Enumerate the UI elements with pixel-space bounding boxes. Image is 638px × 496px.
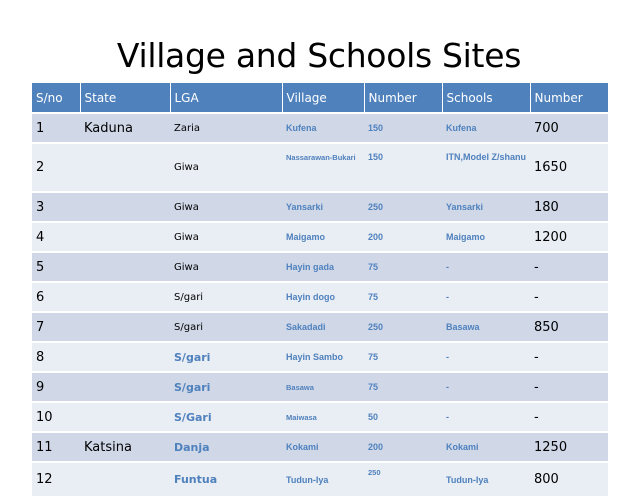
- header-schools: Schools: [442, 83, 530, 113]
- cell-num2: -: [530, 282, 608, 312]
- cell-state: [80, 462, 170, 496]
- cell-lga: Danja: [170, 432, 282, 462]
- cell-lga: Giwa: [170, 192, 282, 222]
- cell-village: Kokami: [282, 432, 364, 462]
- cell-num1: 200: [364, 222, 442, 252]
- cell-num1: 75: [364, 252, 442, 282]
- header-number: Number: [364, 83, 442, 113]
- cell-num1: 150: [364, 143, 442, 192]
- cell-lga: S/gari: [170, 312, 282, 342]
- cell-village: Nassarawan-Bukari: [282, 143, 364, 192]
- cell-lga: S/Gari: [170, 402, 282, 432]
- cell-school: Tudun-Iya: [442, 462, 530, 496]
- cell-state: [80, 282, 170, 312]
- cell-state: [80, 402, 170, 432]
- cell-lga: Zaria: [170, 113, 282, 143]
- cell-sno: 4: [32, 222, 80, 252]
- cell-state: [80, 222, 170, 252]
- cell-village: Maigamo: [282, 222, 364, 252]
- cell-village: Hayin gada: [282, 252, 364, 282]
- cell-num2: 850: [530, 312, 608, 342]
- cell-state: [80, 372, 170, 402]
- cell-school: -: [442, 342, 530, 372]
- cell-sno: 8: [32, 342, 80, 372]
- cell-state: [80, 342, 170, 372]
- cell-state: [80, 192, 170, 222]
- cell-lga: S/gari: [170, 372, 282, 402]
- cell-num2: -: [530, 342, 608, 372]
- table-row: [32, 252, 608, 282]
- table-row: [32, 113, 608, 143]
- cell-sno: 12: [32, 462, 80, 496]
- cell-sno: 10: [32, 402, 80, 432]
- cell-school: -: [442, 252, 530, 282]
- cell-lga: S/gari: [170, 342, 282, 372]
- cell-school: Basawa: [442, 312, 530, 342]
- cell-school: -: [442, 282, 530, 312]
- header-school-number: Number: [530, 83, 608, 113]
- cell-num2: -: [530, 372, 608, 402]
- cell-school: Yansarki: [442, 192, 530, 222]
- cell-school: Kokami: [442, 432, 530, 462]
- cell-state: Katsina: [80, 432, 170, 462]
- cell-num2: 1650: [530, 143, 608, 192]
- cell-num1: 250: [364, 462, 442, 496]
- table-row: [32, 282, 608, 312]
- cell-num2: 700: [530, 113, 608, 143]
- header-lga: LGA: [170, 83, 282, 113]
- table-row: [32, 143, 608, 192]
- cell-num1: 250: [364, 192, 442, 222]
- cell-school: Maigamo: [442, 222, 530, 252]
- cell-lga: Giwa: [170, 143, 282, 192]
- cell-village: Tudun-Iya: [282, 462, 364, 496]
- cell-village: Basawa: [282, 372, 364, 402]
- cell-school: -: [442, 372, 530, 402]
- cell-num2: 1250: [530, 432, 608, 462]
- table-row: [32, 372, 608, 402]
- cell-village: Hayin Sambo: [282, 342, 364, 372]
- cell-lga: Giwa: [170, 222, 282, 252]
- cell-sno: 7: [32, 312, 80, 342]
- cell-sno: 6: [32, 282, 80, 312]
- cell-school: -: [442, 402, 530, 432]
- cell-village: Hayin dogo: [282, 282, 364, 312]
- cell-sno: 1: [32, 113, 80, 143]
- cell-sno: 9: [32, 372, 80, 402]
- cell-sno: 5: [32, 252, 80, 282]
- cell-num1: 75: [364, 282, 442, 312]
- cell-school: Kufena: [442, 113, 530, 143]
- header-state: State: [80, 83, 170, 113]
- cell-sno: 2: [32, 143, 80, 192]
- header-village: Village: [282, 83, 364, 113]
- cell-num1: 250: [364, 312, 442, 342]
- cell-num1: 150: [364, 113, 442, 143]
- cell-num1: 75: [364, 342, 442, 372]
- cell-state: [80, 312, 170, 342]
- sites-table: [32, 83, 609, 496]
- cell-village: Kufena: [282, 113, 364, 143]
- cell-state: [80, 143, 170, 192]
- table-row: [32, 462, 608, 496]
- slide-title: Village and Schools Sites: [116, 36, 522, 75]
- cell-num1: 75: [364, 372, 442, 402]
- cell-num2: 800: [530, 462, 608, 496]
- header-sno: S/no: [32, 83, 80, 113]
- table-row: [32, 312, 608, 342]
- cell-num2: 180: [530, 192, 608, 222]
- cell-village: Sakadadi: [282, 312, 364, 342]
- cell-lga: Funtua: [170, 462, 282, 496]
- table-row: [32, 402, 608, 432]
- cell-num1: 50: [364, 402, 442, 432]
- cell-num2: -: [530, 252, 608, 282]
- cell-sno: 11: [32, 432, 80, 462]
- table-row: [32, 342, 608, 372]
- table-header-row: [32, 83, 608, 113]
- cell-village: Maiwasa: [282, 402, 364, 432]
- cell-num2: -: [530, 402, 608, 432]
- table-row: [32, 192, 608, 222]
- table-row: [32, 432, 608, 462]
- cell-state: Kaduna: [80, 113, 170, 143]
- cell-school: ITN,Model Z/shanu: [442, 143, 530, 192]
- cell-sno: 3: [32, 192, 80, 222]
- cell-village: Yansarki: [282, 192, 364, 222]
- table-row: [32, 222, 608, 252]
- cell-lga: Giwa: [170, 252, 282, 282]
- cell-state: [80, 252, 170, 282]
- cell-num1: 200: [364, 432, 442, 462]
- cell-lga: S/gari: [170, 282, 282, 312]
- cell-num2: 1200: [530, 222, 608, 252]
